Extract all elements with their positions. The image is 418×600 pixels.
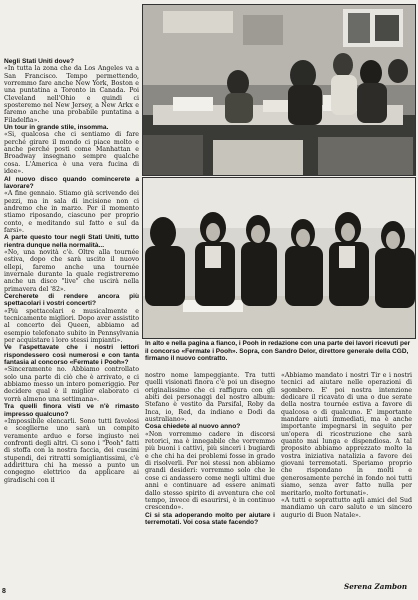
left-a5: «Più spettacolari e musicalmente e tecnicamente migliori. Dopo aver assistito al concerto dei Queen, abbiamo ad esempio telefonato subito in Pennsylvania per acquistare i loro stessi impianti». xyxy=(4,307,139,345)
mid-q1: Cosa chiedete al nuovo anno? xyxy=(145,423,241,431)
left-q7: Tra quelli finora visti ve n'è rimasto impresso qualcuno? xyxy=(4,403,139,418)
mid-a2: «Non vorremmo cadere in discorsi retorici, ma è innegabile che vorremmo più buoni i cattivi, più sinceri i bugiardi e che chi ha dei problemi fosse in grado di risolverli. Per noi stessi non abbiamo grandi desideri: vorremmo solo che le cose ci andassero come negli ultimi due anni e continuare ad essere animati dallo stesso spirito di avventura che col tempo, invece di esaurirsi, è in continuo crescendo». xyxy=(145,430,275,512)
mid-q2: Ci si sta adoperando molto per aiutare i terremotati. Voi cosa state facendo? xyxy=(145,511,275,526)
left-column xyxy=(4,58,139,594)
right-a2: «A tutti e soprattutto agli amici del Sud mandiamo un caro saluto e un sincero augurio di Buon Natale». xyxy=(281,496,412,519)
author-signature: Serena Zambon xyxy=(344,582,408,591)
left-q6: Ve l'aspettavate che i nostri lettori rispondessero così numerosi e con tanta fantasia al concorso «Fermate i Pooh»? xyxy=(4,344,139,367)
left-q5: Cercherete di rendere ancora più spettacolari i vostri concerti? xyxy=(4,293,139,308)
left-a4: «No, una novità c'è. Oltre alla tournée estiva, dopo che sarà uscito il nuovo ellepi, faremo anche una tournée invernale durante la quale registreremo anche un disco "live" che uscirà nella primavera del '82». xyxy=(4,248,139,293)
left-a7: «Impossibile elencarli. Sono tutti favolosi e sceglierne uno sarà un compito veramente arduo e forse ingiusto nei confronti degli altri. Ci sono i "Pooh" fatti di stoffa con la nostra faccia, dei cuscini stupendi, dei ritratti somigliantissimi, c'è addirittura chi ha messo a punto un congegno elettrico da applicare ai giradischi con il xyxy=(4,417,139,484)
top-photo-office xyxy=(142,4,416,176)
left-q3: Al nuovo disco quando comincerete a lavorare? xyxy=(4,175,139,190)
office-photo-image xyxy=(143,5,415,175)
left-q1: Negli Stati Uniti dove? xyxy=(4,58,74,65)
middle-column xyxy=(145,372,275,582)
left-a1: «In tutta la zona che da Los Angeles va a San Francisco. Tempo permettendo, vorremmo fare anche New York, Boston e una puntatina a Toronto in Canada. Poi Cleveland nell'Ohio e quindi ci sposteremo nel New Jersey, a New Arkx e faremo anche una probabile puntatina a Filadelfia». xyxy=(4,65,139,124)
left-q4: A parte questo tour negli Stati Uniti, tutto rientra dunque nella normalità... xyxy=(4,234,139,249)
right-a1: «Abbiamo mandato i nostri Tir e i nostri tecnici ad aiutare nelle operazioni di sgombero. E' poi nostra intenzione dedicare il ricavato di una o due serate della nostra tournée estiva a favore di qualcosa o di qualcuno. E' importante mandare aiuti immediati, ma è anche importante impegnarsi in seguito per un'opera di ricostruzione che sarà quanto mai lunga e dispendiosa. A tal proposito abbiamo apprezzato molto la vostra iniziativa natalizia a favore dei giovani terremotati. Speriamo proprio che rispondano in molti e generosamente perché in fondo noi tutti siamo, senza aver fatto nulla per meritarlo, molto fortunati». xyxy=(281,372,412,497)
page-number: 8 xyxy=(2,588,6,595)
left-a2: «Si, qualcosa che ci sentiamo di fare perché girare il mondo ci piace molto e anche perché posti come Manhattan e Broadway insegnano sempre qualche cosa. L'America è una vera fucina di idee». xyxy=(4,131,139,176)
left-q2: Un tour in grande stile, insomma. xyxy=(4,124,109,132)
left-a3: «A fine gennaio. Stiamo già scrivendo dei pezzi, ma in sala di incisione non ci andremo che in marzo. Per il momento stiamo riposando, ciascuno per proprio conto, e meditando sul fatto e sul da farsi». xyxy=(4,190,139,234)
photo-caption: In alto e nella pagina a fianco, i Pooh in redazione con una parte dei lavori ricevuti per il concorso «Fermate i Pooh». Sopra, con Sandro Delor, direttore generale della CGD, firmano il nuovo contratto. xyxy=(145,340,411,363)
contract-photo-image xyxy=(143,178,415,338)
right-column xyxy=(281,372,412,572)
contract-photo xyxy=(142,177,416,339)
mid-a1: nostro nome lampeggiante. Tra tutti quelli visionati finora c'è poi un disegno originalissimo che ci raffigura con gli abiti dei personaggi del nostro album: Stefano è vestito da Parsifal, Roby da Inca, io, Red, da indiano e Dodi da australiano». xyxy=(145,372,275,424)
left-a6: «Sinceramente no. Abbiamo controllato solo una parte di ciò che è arrivato, e ci abbiamo messo un intero pomeriggio. Per decidere qual è il miglior elaborato ci vorrà almeno una settimana». xyxy=(4,366,139,403)
